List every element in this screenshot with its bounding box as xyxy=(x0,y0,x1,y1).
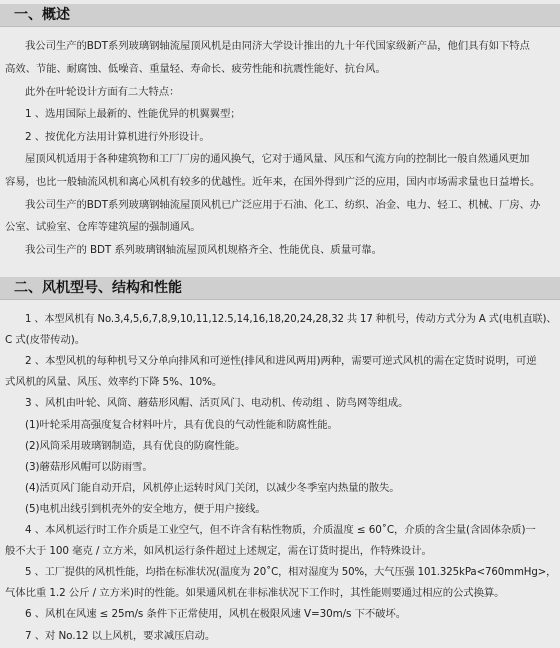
models-structure-2: (2)风筒采用玻璃钢制造，具有优良的防腐性能。 xyxy=(25,440,246,452)
models-item-6: 6 、风机在风速 ≤ 25m/s 条件下正常使用，风机在极限风速 V=30m/s 下不破坏。 xyxy=(25,608,407,620)
models-item-3: 3 、风机由叶轮、风筒、蘑菇形风帽、活页风门、电动机、传动组 、防鸟网等组成。 xyxy=(25,397,409,409)
models-item-4-line-1: 4 、本风机运行时工作介质是工业空气，但不许含有粘性物质，介质温度 ≤ 60˚C，介质的含尘量(含固体杂质)一 xyxy=(25,524,536,536)
models-structure-1: (1)叶轮采用高强度复合材料叶片，具有优良的气动性能和防腐性能。 xyxy=(25,419,338,431)
overview-paragraph-5: 我公司生产的 BDT 系列玻璃钢轴流屋顶风机规格齐全、性能优良、质量可靠。 xyxy=(25,244,382,256)
section-header-models xyxy=(0,277,560,300)
overview-paragraph-4-line-2: 公室、试验室、仓库等建筑屋的强制通风。 xyxy=(5,221,201,233)
models-structure-3: (3)蘑菇形风帽可以防雨雪。 xyxy=(25,461,153,473)
models-item-1-line-2: C 式(皮带传动)。 xyxy=(5,334,86,346)
models-item-2-line-1: 2 、本型风机的每种机号又分单向排风和可逆性(排风和进风两用)两种，需要可逆式风机的需在定货时说明，可逆 xyxy=(25,355,537,367)
overview-feature-2: 2 、按优化方法用计算机进行外形设计。 xyxy=(25,131,210,143)
overview-paragraph-1-line-2: 高效、节能、耐腐蚀、低噪音、重量轻、寿命长、疲劳性能和抗震性能好、抗台风。 xyxy=(5,63,386,75)
models-item-4-line-2: 般不大于 100 毫克 / 立方米，如风机运行条件超过上述规定，需在订货时提出，作特殊设计。 xyxy=(5,545,432,557)
section-title-overview: 一、概述 xyxy=(14,7,70,23)
overview-paragraph-2: 此外在叶轮设计方面有二大特点： xyxy=(25,86,180,98)
models-structure-5: (5)电机出线引到机壳外的安全地方，便于用户接线。 xyxy=(25,503,266,515)
models-item-5-line-1: 5 、工厂提供的风机性能，均指在标准状况(温度为 20˚C，相对湿度为 50%，大气压强 101.325kPa<760mmHg>， xyxy=(25,566,557,578)
models-item-1-line-1: 1 、本型风机有 No.3,4,5,6,7,8,9,10,11,12.5,14,16,18,20,24,28,32 共 17 种机号，传动方式分为 A 式(电机直联)、 xyxy=(25,313,557,325)
overview-paragraph-3-line-2: 容易，也比一般轴流风机和离心风机有较多的优越性。近年来，在国外得到广泛的应用，国内市场需求量也日益增长。 xyxy=(5,176,541,188)
overview-paragraph-3-line-1: 屋顶风机适用于各种建筑物和工厂厂房的通风换气，它对于通风量、风压和气流方向的控制比一般自然通风更加 xyxy=(25,153,530,165)
section-title-models: 二、风机型号、结构和性能 xyxy=(14,280,182,296)
models-item-7: 7 、对 No.12 以上风机，要求减压启动。 xyxy=(25,630,216,642)
overview-paragraph-1-line-1: 我公司生产的BDT系列玻璃钢轴流屋顶风机是由同济大学设计推出的九十年代国家级新产品，他们具有如下特点 xyxy=(25,40,530,52)
section-header-overview xyxy=(0,4,560,27)
overview-paragraph-4-line-1: 我公司生产的BDT系列玻璃钢轴流屋顶风机已广泛应用于石油、化工、纺织、冶金、电力、轻工、机械、厂房、办 xyxy=(25,199,541,211)
models-structure-4: (4)活页风门能自动开启，风机停止运转时风门关闭，以减少冬季室内热量的散失。 xyxy=(25,482,400,494)
models-item-5-line-2: 气体比重 1.2 公斤 / 立方米)时的性能。如果通风机在非标准状况下工作时，其性能则要通过相应的公式换算。 xyxy=(5,587,505,599)
models-item-2-line-2: 式风机的风量、风压、效率约下降 5%、10%。 xyxy=(5,376,223,388)
overview-feature-1: 1 、选用国际上最新的、性能优异的机翼翼型； xyxy=(25,108,241,120)
